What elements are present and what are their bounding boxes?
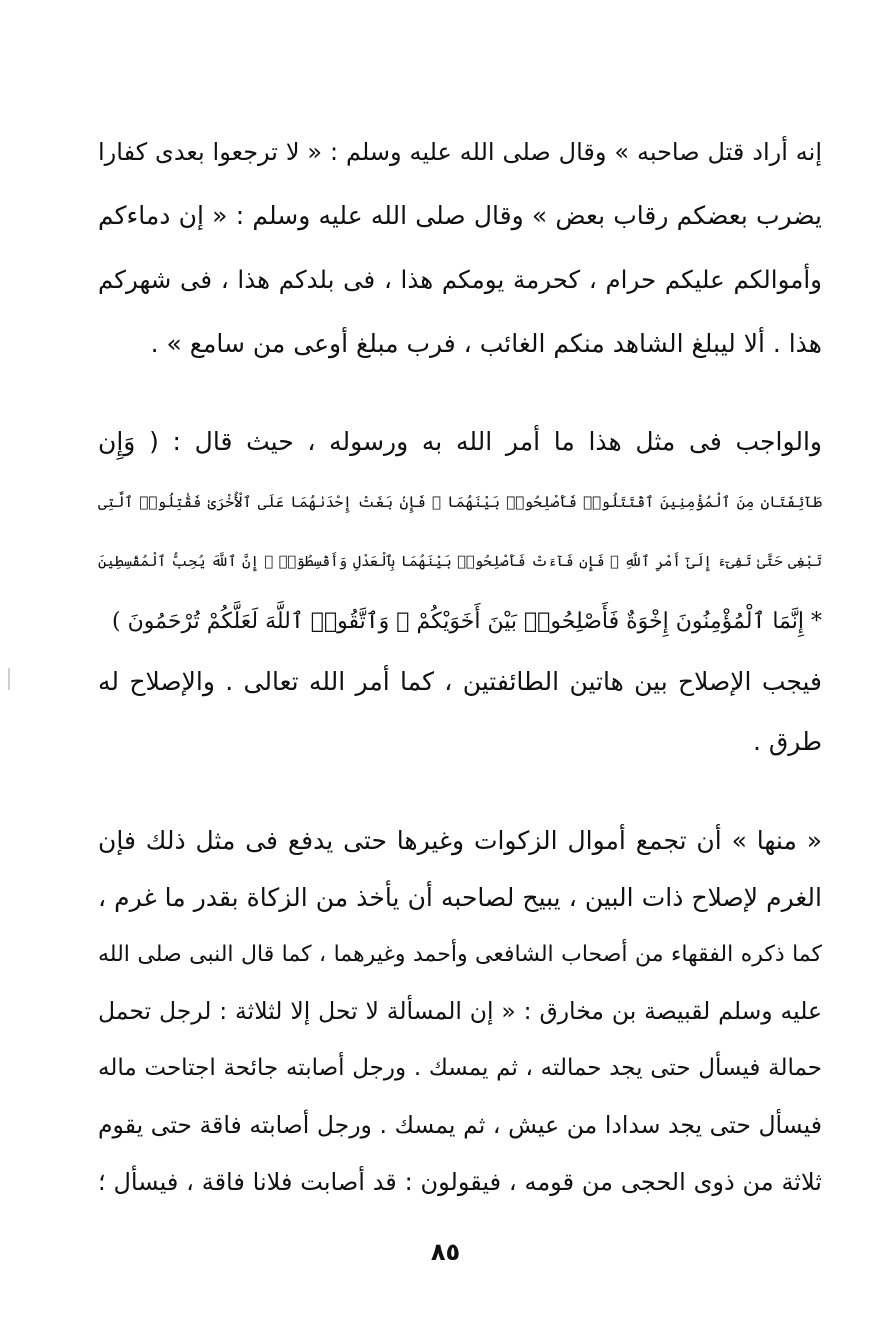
text-line: طرق . xyxy=(753,727,822,756)
quran-line: طَآئِفَتَانِ مِنَ ٱلْمُؤْمِنِينَ ٱقْتَتَلُوا۟ فَأَصْلِحُوا۟ بَيْنَهُمَا ۖ فَإِنۢ بَغَتْ إِحْدَىٰهُمَا عَلَى ٱلْأُخْرَىٰ فَقَٰتِلُوا۟ ٱلَّتِى xyxy=(98,493,822,511)
text-line: وأموالكم عليكم حرام ، كحرمة يومكم هذا ، فى بلدكم هذا ، فى شهركم xyxy=(98,265,822,294)
text-line: كما ذكره الفقهاء من أصحاب الشافعى وأحمد وغيرهما ، كما قال النبى صلى الله xyxy=(98,942,822,967)
text-line: يضرب بعضكم رقاب بعض » وقال صلى الله عليه وسلم : « إن دماءكم xyxy=(98,201,822,230)
text-line: عليه وسلم لقبيصة بن مخارق : « إن المسألة لا تحل إلا لثلاثة : لرجل تحمل xyxy=(98,997,822,1025)
text-line: حمالة فيسأل حتى يجد حمالته ، ثم يمسك . ورجل أصابته جائحة اجتاحت ماله xyxy=(98,1055,822,1081)
paragraph-hadith-quote xyxy=(98,120,822,376)
text-line: إنه أراد قتل صاحبه » وقال صلى الله عليه وسلم : « لا ترجعوا بعدى كفارا xyxy=(98,138,822,166)
quran-line: * إِنَّمَا ٱلْمُؤْمِنُونَ إِخْوَةٌ فَأَصْلِحُوا۟ بَيْنَ أَخَوَيْكُمْ ۚ وَٱتَّقُوا۟ ٱللَّهَ لَعَلَّكُمْ تُرْحَمُونَ ) xyxy=(112,609,822,634)
text-line: « منها » أن تجمع أموال الزكوات وغيرها حتى يدفع فى مثل ذلك فإن xyxy=(98,826,822,855)
paragraph-zakat xyxy=(98,812,822,1211)
text-line: الغرم لإصلاح ذات البين ، يبيح لصاحبه أن يأخذ من الزكاة بقدر ما غرم ، xyxy=(98,883,822,912)
text-line: والواجب فى مثل هذا ما أمر الله به ورسوله ، حيث قال : ( وَإِن xyxy=(98,427,822,456)
text-line: فيسأل حتى يجد سدادا من عيش ، ثم يمسك . ورجل أصابته فاقة حتى يقوم xyxy=(98,1111,822,1139)
text-line: هذا . ألا ليبلغ الشاهد منكم الغائب ، فرب مبلغ أوعى من سامع » . xyxy=(150,329,822,358)
margin-scan-mark xyxy=(8,668,10,690)
quran-line: تَبْغِى حَتَّىٰ تَفِىٓءَ إِلَىٰٓ أَمْرِ ٱللَّهِ ۚ فَإِن فَآءَتْ فَأَصْلِحُوا۟ بَيْنَهُمَا بِٱلْعَدْلِ وَأَقْسِطُوٓا۟ ۖ إِنَّ ٱللَّهَ يُحِبُّ ٱلْمُقْسِطِينَ xyxy=(98,554,822,570)
page-number: ٨٥ xyxy=(430,1238,461,1266)
text-line: ثلاثة من ذوى الحجى من قومه ، فيقولون : قد أصابت فلانا فاقة ، فيسأل ؛ xyxy=(98,1168,822,1196)
paragraph-quran-verse xyxy=(98,412,822,772)
text-line: فيجب الإصلاح بين هاتين الطائفتين ، كما أمر الله تعالى . والإصلاح له xyxy=(98,667,822,696)
